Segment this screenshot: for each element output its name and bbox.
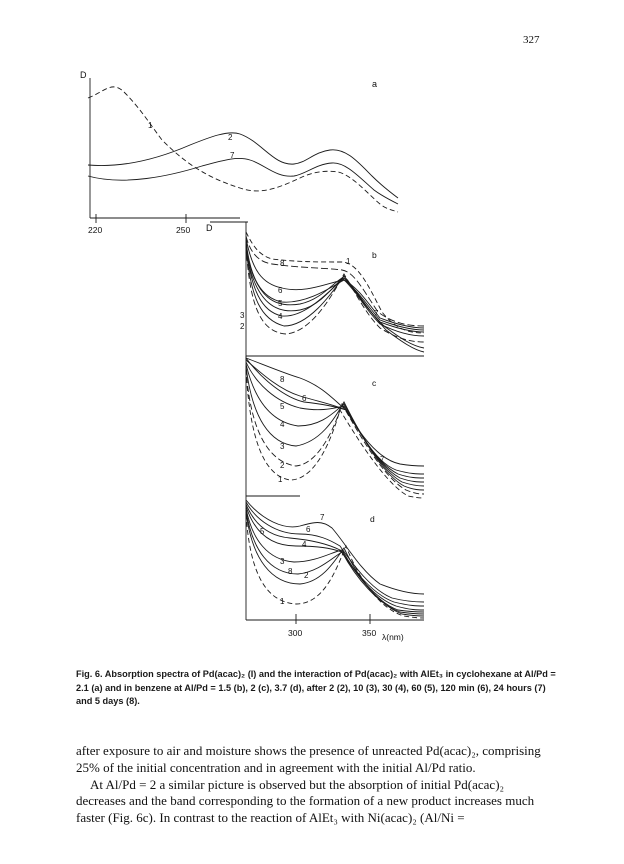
body-paragraph-2: At Al/Pd = 2 a similar picture is observed but the absorption of initial Pd(acac)₂ decreases and the band corresponding to the formation of a new product increases much faster (Fig. 6c). In contrast to the reaction of AlEt₃ with Ni(acac)₂ (Al/Ni = bbox=[76, 776, 535, 826]
panel-c-curve-label-6: 6 bbox=[302, 394, 307, 403]
panel-d-curve-7 bbox=[246, 500, 424, 594]
panel-d-curve-label-1: 1 bbox=[280, 597, 285, 606]
panel-b-curve-label-1: 1 bbox=[346, 257, 351, 266]
body-text bbox=[76, 743, 556, 827]
panel-d-curve-label-4: 4 bbox=[302, 540, 307, 549]
panel-a-curve-label-7: 7 bbox=[230, 151, 235, 160]
panel-d-curve-label-7: 7 bbox=[320, 513, 325, 522]
panel-c-curve-label-3: 3 bbox=[280, 442, 285, 451]
panel-d-curve-label-5: 5 bbox=[260, 527, 265, 536]
bottom-x-unit-label: λ(nm) bbox=[382, 632, 404, 642]
panel-d-curve-label-6: 6 bbox=[306, 525, 311, 534]
panel-b-curve-label-7: 7 bbox=[374, 309, 379, 318]
panel-c-curve-6 bbox=[246, 360, 424, 478]
panel-b-curve-label-4: 4 bbox=[278, 312, 283, 321]
panel-b-y-label: D bbox=[206, 223, 213, 233]
panel-b-label: b bbox=[372, 250, 377, 260]
panel-c-label: c bbox=[372, 378, 377, 388]
panel-c-curve-5 bbox=[246, 362, 424, 482]
panel-c-curve-label-8: 8 bbox=[280, 375, 285, 384]
panel-a-tick-label-220: 220 bbox=[88, 225, 103, 235]
panel-a-curve-label-2: 2 bbox=[228, 133, 233, 142]
panel-d-label: d bbox=[370, 514, 375, 524]
panel-b-curve-4 bbox=[246, 242, 424, 332]
body-paragraph-1: after exposure to air and moisture shows the presence of unreacted Pd(acac)₂, comprising 25% of the initial concentration and in agreement with the initial Al/Pd ratio. bbox=[76, 743, 541, 775]
bottom-tick-label-350: 350 bbox=[362, 628, 377, 638]
panel-a-curve-1 bbox=[88, 87, 398, 212]
panel-a-label: a bbox=[372, 79, 378, 89]
figure-caption: Fig. 6. Absorption spectra of Pd(acac)₂ (I) and the interaction of Pd(acac)₂ with AlEt₃ in cyclohexane at Al/Pd = 2.1 (a) and in benzene at Al/Pd = 1.5 (b), 2 (c), 3.7 (d), after 2 (2), 10 (3), 30 (4), 60 (5), 120 min (6), 24 hours (7) and 5 days (8). bbox=[76, 669, 556, 707]
bottom-tick-label-300: 300 bbox=[288, 628, 303, 638]
panel-a-curve-label-1: 1 bbox=[148, 121, 153, 130]
panel-a-y-label: D bbox=[80, 70, 87, 80]
panel-d-curve-8 bbox=[246, 510, 424, 614]
panel-c-curve-label-5: 5 bbox=[280, 402, 285, 411]
panel-b-curve-label-2: 2 bbox=[240, 322, 245, 331]
panel-d-curve-label-3: 3 bbox=[280, 557, 285, 566]
page-number: 327 bbox=[523, 34, 540, 46]
panel-b-curve-label-6: 6 bbox=[278, 286, 283, 295]
panel-b-curve-label-3: 3 bbox=[240, 311, 245, 320]
panel-a-tick-label-250: 250 bbox=[176, 225, 191, 235]
panel-a-curve-7 bbox=[88, 158, 398, 204]
panel-c-curve-label-4: 4 bbox=[280, 420, 285, 429]
panel-b-curve-label-5: 5 bbox=[278, 299, 283, 308]
panel-c-curve-label-1: 1 bbox=[278, 475, 283, 484]
panel-c-curve-label-7: 7 bbox=[380, 455, 385, 464]
panel-d-curve-label-8: 8 bbox=[288, 567, 293, 576]
panel-d-curve-label-2: 2 bbox=[304, 571, 309, 580]
panel-c-curve-label-2: 2 bbox=[280, 461, 285, 470]
panel-a-curve-2 bbox=[88, 133, 398, 198]
panel-c-curve-2 bbox=[246, 368, 424, 494]
panel-b-curve-label-8: 8 bbox=[280, 259, 285, 268]
